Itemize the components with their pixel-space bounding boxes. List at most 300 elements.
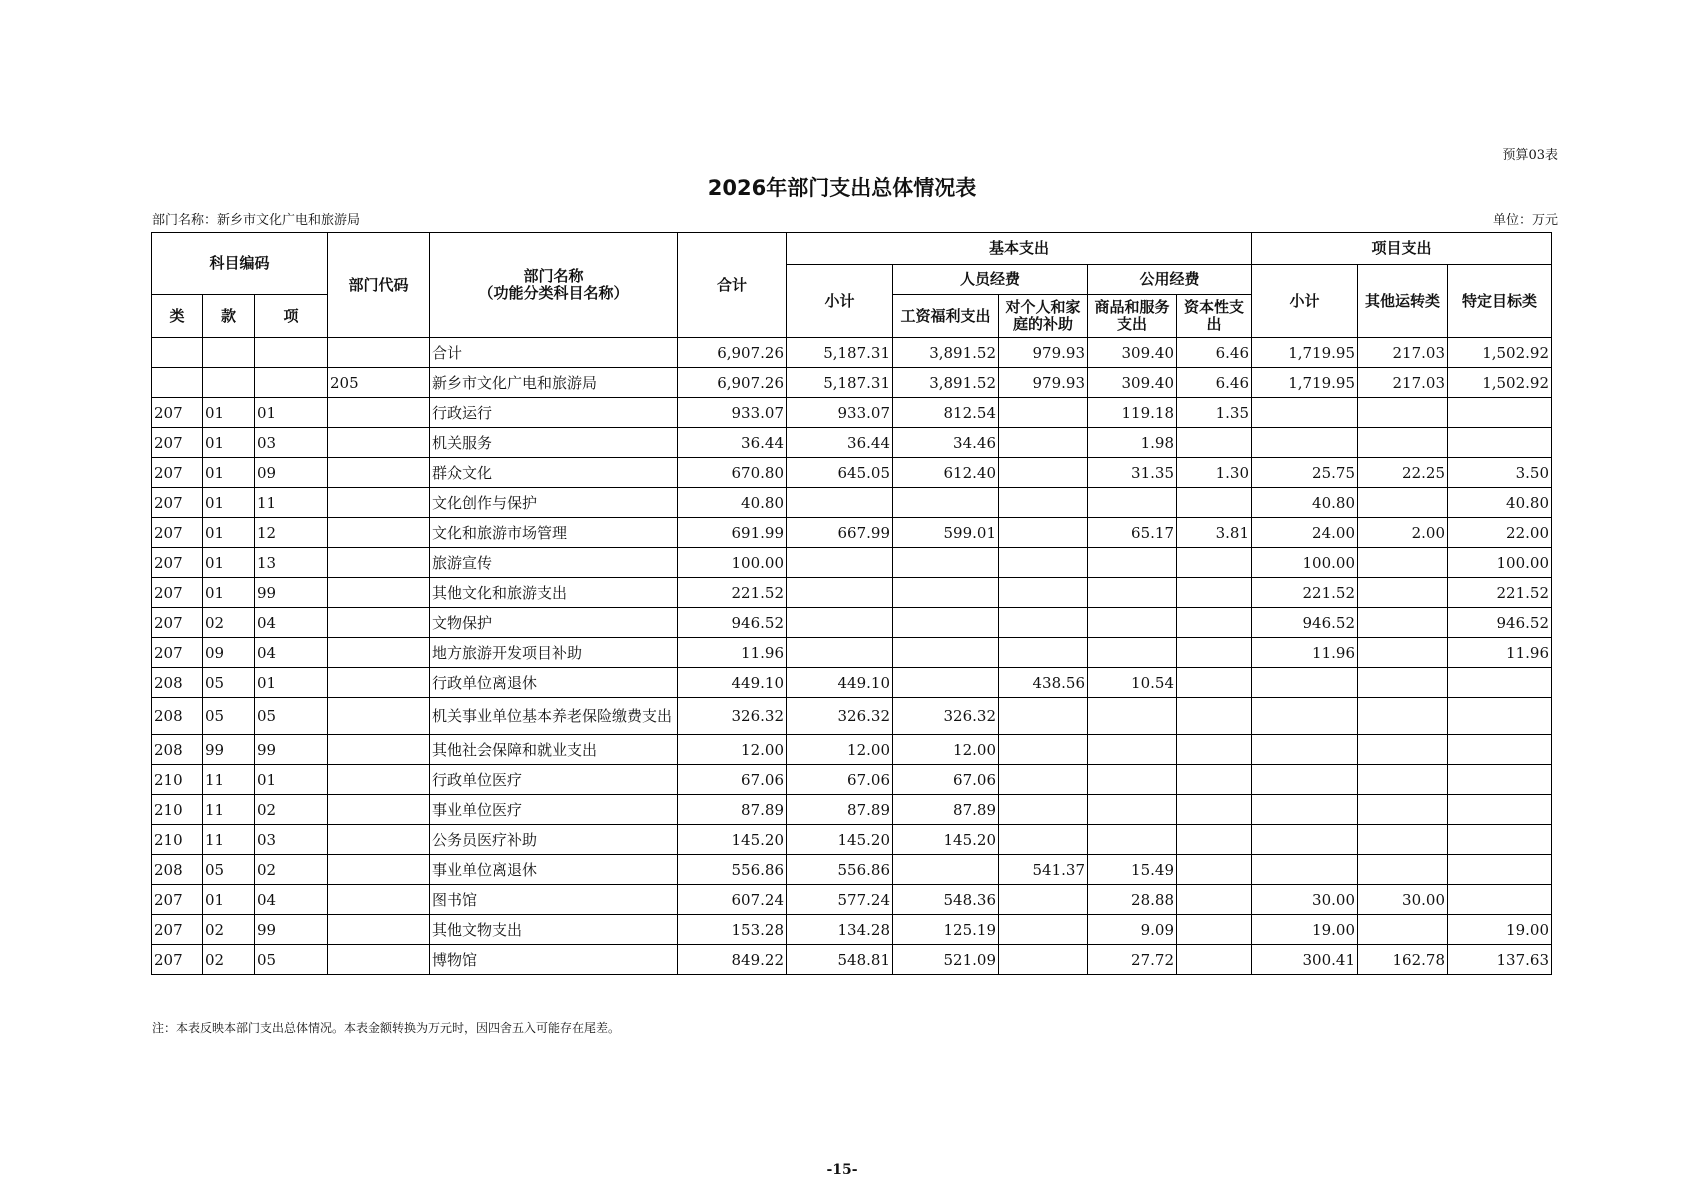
cell-other-ops (1358, 578, 1448, 608)
header-basic-subtotal: 小计 (787, 265, 893, 338)
cell-special-target: 11.96 (1448, 638, 1552, 668)
cell-kuan: 05 (203, 698, 255, 735)
cell-project-subtotal: 30.00 (1252, 885, 1358, 915)
cell-wages (893, 488, 999, 518)
header-total: 合计 (678, 233, 787, 338)
cell-family-subsidy (999, 428, 1088, 458)
cell-xiang: 11 (255, 488, 328, 518)
cell-xiang: 02 (255, 855, 328, 885)
header-public-funds: 公用经费 (1088, 265, 1252, 295)
cell-total: 100.00 (678, 548, 787, 578)
cell-basic-subtotal (787, 488, 893, 518)
cell-dept-code (328, 795, 430, 825)
cell-project-subtotal: 100.00 (1252, 548, 1358, 578)
cell-other-ops (1358, 765, 1448, 795)
cell-special-target (1448, 668, 1552, 698)
cell-special-target (1448, 428, 1552, 458)
cell-capital: 6.46 (1177, 368, 1252, 398)
cell-basic-subtotal: 326.32 (787, 698, 893, 735)
table-row (152, 458, 1552, 488)
header-special-target: 特定目标类 (1448, 265, 1552, 338)
table-row (152, 638, 1552, 668)
page-number: -15- (826, 1162, 858, 1178)
cell-wages: 3,891.52 (893, 338, 999, 368)
cell-dept-name: 旅游宣传 (430, 548, 678, 578)
cell-other-ops (1358, 488, 1448, 518)
cell-goods-services (1088, 578, 1177, 608)
cell-family-subsidy (999, 458, 1088, 488)
cell-dept-name: 行政单位医疗 (430, 765, 678, 795)
cell-special-target (1448, 398, 1552, 428)
table-row (152, 698, 1552, 735)
cell-total: 6,907.26 (678, 368, 787, 398)
cell-basic-subtotal: 145.20 (787, 825, 893, 855)
cell-xiang: 04 (255, 638, 328, 668)
cell-lei: 207 (152, 428, 203, 458)
header-subject-code: 科目编码 (152, 233, 328, 295)
cell-xiang (255, 368, 328, 398)
cell-xiang: 04 (255, 885, 328, 915)
cell-other-ops: 22.25 (1358, 458, 1448, 488)
cell-total: 556.86 (678, 855, 787, 885)
cell-kuan: 01 (203, 428, 255, 458)
cell-special-target (1448, 698, 1552, 735)
cell-project-subtotal: 946.52 (1252, 608, 1358, 638)
cell-dept-code (328, 765, 430, 795)
cell-dept-name: 公务员医疗补助 (430, 825, 678, 855)
header-dept-name-line1: 部门名称 (523, 267, 584, 285)
cell-dept-name: 文化创作与保护 (430, 488, 678, 518)
cell-dept-code (328, 608, 430, 638)
cell-family-subsidy (999, 698, 1088, 735)
cell-xiang: 12 (255, 518, 328, 548)
cell-lei: 208 (152, 855, 203, 885)
cell-capital (1177, 698, 1252, 735)
cell-wages: 12.00 (893, 735, 999, 765)
table-row (152, 398, 1552, 428)
cell-wages: 67.06 (893, 765, 999, 795)
cell-lei: 207 (152, 638, 203, 668)
cell-xiang: 01 (255, 765, 328, 795)
cell-basic-subtotal: 548.81 (787, 945, 893, 975)
cell-family-subsidy (999, 885, 1088, 915)
cell-wages (893, 855, 999, 885)
cell-basic-subtotal: 87.89 (787, 795, 893, 825)
cell-project-subtotal (1252, 398, 1358, 428)
cell-kuan: 01 (203, 578, 255, 608)
cell-special-target: 221.52 (1448, 578, 1552, 608)
cell-project-subtotal (1252, 855, 1358, 885)
cell-xiang: 99 (255, 735, 328, 765)
cell-lei: 210 (152, 795, 203, 825)
cell-project-subtotal: 40.80 (1252, 488, 1358, 518)
cell-basic-subtotal: 67.06 (787, 765, 893, 795)
cell-dept-name: 机关服务 (430, 428, 678, 458)
cell-dept-name: 图书馆 (430, 885, 678, 915)
page-title: 2026年部门支出总体情况表 (707, 176, 977, 200)
cell-family-subsidy (999, 518, 1088, 548)
cell-dept-name: 文化和旅游市场管理 (430, 518, 678, 548)
cell-family-subsidy (999, 608, 1088, 638)
cell-total: 607.24 (678, 885, 787, 915)
table-row (152, 855, 1552, 885)
cell-capital (1177, 915, 1252, 945)
expenditure-table (151, 232, 1552, 975)
cell-dept-name: 机关事业单位基本养老保险缴费支出 (430, 698, 678, 735)
cell-basic-subtotal (787, 548, 893, 578)
table-row (152, 488, 1552, 518)
cell-xiang: 03 (255, 428, 328, 458)
cell-other-ops (1358, 398, 1448, 428)
cell-special-target: 100.00 (1448, 548, 1552, 578)
cell-kuan: 01 (203, 398, 255, 428)
cell-project-subtotal (1252, 668, 1358, 698)
cell-wages: 599.01 (893, 518, 999, 548)
cell-kuan: 99 (203, 735, 255, 765)
cell-total: 12.00 (678, 735, 787, 765)
cell-goods-services (1088, 638, 1177, 668)
cell-capital (1177, 765, 1252, 795)
cell-lei: 207 (152, 578, 203, 608)
cell-other-ops (1358, 915, 1448, 945)
table-body (152, 338, 1552, 975)
cell-capital (1177, 795, 1252, 825)
cell-kuan: 01 (203, 548, 255, 578)
cell-xiang: 03 (255, 825, 328, 855)
cell-project-subtotal: 1,719.95 (1252, 368, 1358, 398)
cell-lei: 210 (152, 825, 203, 855)
cell-xiang: 09 (255, 458, 328, 488)
table-row (152, 578, 1552, 608)
cell-lei (152, 368, 203, 398)
cell-wages (893, 668, 999, 698)
cell-dept-code: 205 (328, 368, 430, 398)
cell-goods-services: 31.35 (1088, 458, 1177, 488)
cell-dept-code (328, 398, 430, 428)
cell-capital (1177, 855, 1252, 885)
cell-goods-services: 309.40 (1088, 338, 1177, 368)
cell-dept-code (328, 735, 430, 765)
cell-kuan: 11 (203, 825, 255, 855)
cell-kuan: 11 (203, 765, 255, 795)
cell-basic-subtotal: 449.10 (787, 668, 893, 698)
cell-dept-code (328, 698, 430, 735)
cell-dept-code (328, 518, 430, 548)
cell-lei: 208 (152, 698, 203, 735)
cell-project-subtotal (1252, 795, 1358, 825)
cell-total: 153.28 (678, 915, 787, 945)
cell-dept-code (328, 428, 430, 458)
cell-capital (1177, 668, 1252, 698)
cell-capital (1177, 578, 1252, 608)
table-row (152, 765, 1552, 795)
header-dept-code: 部门代码 (328, 233, 430, 338)
header-personnel: 人员经费 (893, 265, 1088, 295)
header-lei: 类 (152, 295, 203, 338)
cell-dept-name: 新乡市文化广电和旅游局 (430, 368, 678, 398)
cell-family-subsidy (999, 548, 1088, 578)
cell-dept-code (328, 885, 430, 915)
cell-capital (1177, 608, 1252, 638)
cell-wages: 125.19 (893, 915, 999, 945)
cell-total: 670.80 (678, 458, 787, 488)
table-row (152, 735, 1552, 765)
table-row (152, 368, 1552, 398)
table-header (152, 233, 1552, 338)
cell-goods-services (1088, 608, 1177, 638)
cell-goods-services: 28.88 (1088, 885, 1177, 915)
cell-dept-name: 其他文物支出 (430, 915, 678, 945)
cell-other-ops: 162.78 (1358, 945, 1448, 975)
cell-dept-name: 行政运行 (430, 398, 678, 428)
cell-kuan: 01 (203, 518, 255, 548)
cell-special-target: 946.52 (1448, 608, 1552, 638)
table-row (152, 428, 1552, 458)
cell-lei: 207 (152, 885, 203, 915)
cell-kuan: 11 (203, 795, 255, 825)
cell-wages: 612.40 (893, 458, 999, 488)
cell-goods-services (1088, 698, 1177, 735)
cell-xiang: 99 (255, 578, 328, 608)
table-row (152, 945, 1552, 975)
cell-special-target (1448, 885, 1552, 915)
cell-lei: 207 (152, 945, 203, 975)
table-row (152, 338, 1552, 368)
cell-special-target: 1,502.92 (1448, 338, 1552, 368)
cell-wages (893, 638, 999, 668)
cell-capital (1177, 428, 1252, 458)
cell-lei: 207 (152, 398, 203, 428)
cell-project-subtotal: 221.52 (1252, 578, 1358, 608)
cell-goods-services: 9.09 (1088, 915, 1177, 945)
cell-basic-subtotal: 134.28 (787, 915, 893, 945)
cell-wages (893, 548, 999, 578)
cell-total: 67.06 (678, 765, 787, 795)
cell-kuan: 05 (203, 855, 255, 885)
table-row (152, 518, 1552, 548)
cell-xiang: 05 (255, 945, 328, 975)
cell-family-subsidy (999, 578, 1088, 608)
table-row (152, 885, 1552, 915)
cell-capital: 1.30 (1177, 458, 1252, 488)
cell-other-ops: 30.00 (1358, 885, 1448, 915)
header-dept-name-line2: （功能分类科目名称） (478, 284, 629, 302)
cell-project-subtotal (1252, 428, 1358, 458)
cell-kuan (203, 368, 255, 398)
cell-other-ops (1358, 795, 1448, 825)
cell-special-target (1448, 825, 1552, 855)
cell-dept-code (328, 668, 430, 698)
cell-kuan: 01 (203, 458, 255, 488)
cell-special-target: 1,502.92 (1448, 368, 1552, 398)
table-row (152, 608, 1552, 638)
cell-special-target (1448, 765, 1552, 795)
cell-kuan (203, 338, 255, 368)
cell-dept-code (328, 458, 430, 488)
cell-total: 87.89 (678, 795, 787, 825)
cell-goods-services (1088, 488, 1177, 518)
cell-dept-name: 博物馆 (430, 945, 678, 975)
cell-basic-subtotal (787, 638, 893, 668)
cell-capital (1177, 825, 1252, 855)
cell-special-target (1448, 795, 1552, 825)
cell-dept-name: 其他文化和旅游支出 (430, 578, 678, 608)
cell-dept-code (328, 855, 430, 885)
cell-xiang: 99 (255, 915, 328, 945)
header-other-ops: 其他运转类 (1358, 265, 1448, 338)
cell-wages: 145.20 (893, 825, 999, 855)
cell-capital (1177, 885, 1252, 915)
cell-other-ops: 2.00 (1358, 518, 1448, 548)
cell-other-ops (1358, 825, 1448, 855)
cell-dept-name: 群众文化 (430, 458, 678, 488)
cell-wages (893, 578, 999, 608)
cell-project-subtotal: 1,719.95 (1252, 338, 1358, 368)
cell-dept-code (328, 488, 430, 518)
cell-basic-subtotal: 556.86 (787, 855, 893, 885)
cell-dept-code (328, 825, 430, 855)
cell-project-subtotal (1252, 825, 1358, 855)
cell-kuan: 01 (203, 488, 255, 518)
header-kuan: 款 (203, 295, 255, 338)
cell-dept-code (328, 578, 430, 608)
cell-dept-name: 文物保护 (430, 608, 678, 638)
cell-special-target: 22.00 (1448, 518, 1552, 548)
cell-project-subtotal (1252, 735, 1358, 765)
cell-lei: 207 (152, 608, 203, 638)
cell-capital (1177, 638, 1252, 668)
cell-family-subsidy (999, 735, 1088, 765)
cell-wages: 521.09 (893, 945, 999, 975)
cell-basic-subtotal: 645.05 (787, 458, 893, 488)
cell-lei: 207 (152, 458, 203, 488)
cell-capital (1177, 548, 1252, 578)
cell-other-ops (1358, 668, 1448, 698)
cell-xiang: 13 (255, 548, 328, 578)
cell-capital: 6.46 (1177, 338, 1252, 368)
cell-total: 40.80 (678, 488, 787, 518)
cell-project-subtotal: 300.41 (1252, 945, 1358, 975)
cell-project-subtotal: 19.00 (1252, 915, 1358, 945)
cell-goods-services (1088, 548, 1177, 578)
cell-other-ops (1358, 855, 1448, 885)
cell-basic-subtotal: 667.99 (787, 518, 893, 548)
cell-family-subsidy (999, 488, 1088, 518)
cell-total: 946.52 (678, 608, 787, 638)
cell-special-target (1448, 735, 1552, 765)
cell-goods-services: 1.98 (1088, 428, 1177, 458)
cell-dept-code (328, 915, 430, 945)
cell-goods-services: 65.17 (1088, 518, 1177, 548)
cell-xiang: 01 (255, 668, 328, 698)
cell-xiang: 02 (255, 795, 328, 825)
cell-total: 145.20 (678, 825, 787, 855)
cell-wages: 326.32 (893, 698, 999, 735)
cell-other-ops (1358, 698, 1448, 735)
cell-project-subtotal (1252, 698, 1358, 735)
cell-family-subsidy (999, 795, 1088, 825)
cell-total: 691.99 (678, 518, 787, 548)
cell-family-subsidy (999, 945, 1088, 975)
cell-xiang: 01 (255, 398, 328, 428)
cell-xiang: 04 (255, 608, 328, 638)
cell-kuan: 02 (203, 945, 255, 975)
cell-other-ops (1358, 608, 1448, 638)
cell-total: 326.32 (678, 698, 787, 735)
cell-project-subtotal: 25.75 (1252, 458, 1358, 488)
cell-kuan: 09 (203, 638, 255, 668)
cell-family-subsidy (999, 638, 1088, 668)
cell-basic-subtotal: 5,187.31 (787, 368, 893, 398)
table-row (152, 825, 1552, 855)
cell-kuan: 01 (203, 885, 255, 915)
cell-wages: 87.89 (893, 795, 999, 825)
form-number: 预算03表 (1502, 148, 1558, 163)
cell-basic-subtotal: 5,187.31 (787, 338, 893, 368)
cell-xiang (255, 338, 328, 368)
cell-special-target (1448, 855, 1552, 885)
cell-total: 449.10 (678, 668, 787, 698)
cell-family-subsidy: 979.93 (999, 338, 1088, 368)
cell-dept-name: 事业单位医疗 (430, 795, 678, 825)
cell-goods-services (1088, 795, 1177, 825)
cell-basic-subtotal: 577.24 (787, 885, 893, 915)
cell-capital (1177, 488, 1252, 518)
cell-basic-subtotal: 36.44 (787, 428, 893, 458)
footnote: 注：本表反映本部门支出总体情况。本表金额转换为万元时，因四舍五入可能存在尾差。 (152, 1021, 621, 1035)
cell-total: 6,907.26 (678, 338, 787, 368)
cell-dept-code (328, 638, 430, 668)
cell-lei (152, 338, 203, 368)
cell-dept-code (328, 548, 430, 578)
cell-lei: 208 (152, 735, 203, 765)
header-project-expenditure: 项目支出 (1252, 233, 1552, 265)
cell-goods-services (1088, 735, 1177, 765)
cell-dept-code (328, 945, 430, 975)
cell-basic-subtotal: 12.00 (787, 735, 893, 765)
cell-total: 11.96 (678, 638, 787, 668)
cell-family-subsidy (999, 915, 1088, 945)
department-name: 部门名称：新乡市文化广电和旅游局 (152, 213, 361, 228)
cell-lei: 207 (152, 518, 203, 548)
cell-lei: 207 (152, 915, 203, 945)
cell-lei: 207 (152, 548, 203, 578)
cell-goods-services (1088, 765, 1177, 795)
cell-total: 849.22 (678, 945, 787, 975)
cell-family-subsidy (999, 825, 1088, 855)
cell-lei: 208 (152, 668, 203, 698)
header-wages: 工资福利支出 (893, 295, 999, 338)
cell-wages: 548.36 (893, 885, 999, 915)
cell-kuan: 02 (203, 915, 255, 945)
cell-capital: 1.35 (1177, 398, 1252, 428)
cell-lei: 207 (152, 488, 203, 518)
unit-label: 单位：万元 (1492, 213, 1558, 228)
table-row (152, 548, 1552, 578)
cell-kuan: 05 (203, 668, 255, 698)
header-family-subsidy: 对个人和家庭的补助 (999, 295, 1088, 338)
cell-other-ops: 217.03 (1358, 338, 1448, 368)
cell-total: 933.07 (678, 398, 787, 428)
cell-project-subtotal: 11.96 (1252, 638, 1358, 668)
cell-wages: 34.46 (893, 428, 999, 458)
cell-kuan: 02 (203, 608, 255, 638)
cell-capital: 3.81 (1177, 518, 1252, 548)
cell-dept-name: 行政单位离退休 (430, 668, 678, 698)
cell-project-subtotal (1252, 765, 1358, 795)
header-capital: 资本性支出 (1177, 295, 1252, 338)
cell-other-ops (1358, 548, 1448, 578)
